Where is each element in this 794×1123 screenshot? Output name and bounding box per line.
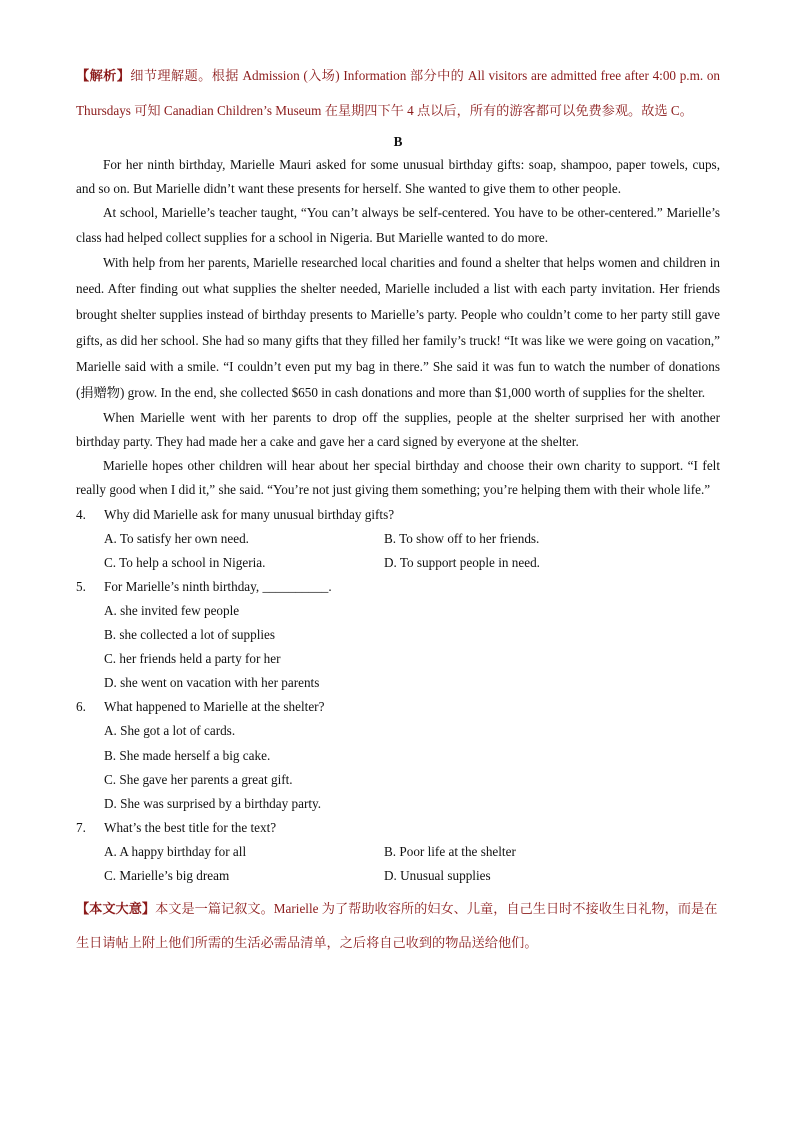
option-a: A. A happy birthday for all — [104, 843, 247, 859]
option-d: D. she went on vacation with her parents — [104, 675, 320, 691]
analysis-block — [76, 58, 720, 128]
question-4 — [76, 503, 720, 575]
question-number: 4. — [76, 506, 86, 522]
analysis-text: 细节理解题。根据 Admission (入场) Information 部分中的 All visitors are admitted free after 4:00 p.m. on Thursdays 可知 Canadian Children’s Museum 在星期四下午 4 点以后，所有的游客都可以免费参观。故选 C。 — [76, 68, 721, 118]
option-a: A. To satisfy her own need. — [104, 530, 249, 546]
question-6 — [76, 695, 720, 815]
option-c: C. Marielle’s big dream — [104, 868, 230, 884]
summary-tag: 【本文大意】 — [76, 901, 156, 917]
document-page — [76, 58, 720, 960]
passage-paragraph-2: At school, Marielle’s teacher taught, “You can’t always be self-centered. You have to be other-centered.” Marielle’s class had helped collect supplies for a school in Nigeria. But Marielle wanted to do more. — [76, 205, 720, 245]
passage-paragraph-5: Marielle hopes other children will hear about her special birthday and choose their own charity to support. “I felt really good when I did it,” she said. “You’re not just giving them something; you’re helping them with their whole life.” — [76, 458, 720, 498]
option-d: D. Unusual supplies — [384, 868, 491, 884]
summary-text: 本文是一篇记叙文。Marielle 为了帮助收容所的妇女、儿童，自己生日时不接收生日礼物，而是在生日请帖上附上他们所需的生活必需品清单，之后将自己收到的物品送给他们。 — [76, 901, 718, 951]
question-5 — [76, 575, 720, 695]
option-c: C. her friends held a party for her — [104, 651, 281, 667]
option-d: D. To support people in need. — [384, 554, 540, 570]
question-stem: What’s the best title for the text? — [104, 819, 277, 835]
option-a: A. She got a lot of cards. — [104, 723, 236, 739]
question-number: 5. — [76, 578, 86, 594]
passage-paragraph-3: With help from her parents, Marielle researched local charities and found a shelter that helps women and children in need. After finding out what supplies the shelter needed, Marielle included a list with each party invitation. Her friends brought shelter supplies instead of birthday presents to Marielle’s party. People who couldn’t come to her party still gave gifts, as did her school. She had so many gifts that they filled her family’s truck! “It was like we were going on vacation,” Marielle said with a smile. “I couldn’t even put my bag in there.” She said it was fun to watch the number of donations (捐赠物) grow. In the end, she collected $650 in cash donations and more than $1,000 worth of supplies for the shelter. — [76, 254, 720, 400]
option-b: B. She made herself a big cake. — [104, 747, 271, 763]
option-b: B. To show off to her friends. — [384, 530, 540, 546]
option-b: B. she collected a lot of supplies — [104, 627, 276, 643]
passage-paragraph-4: When Marielle went with her parents to drop off the supplies, people at the shelter surprised her with another birthday party. They had made her a cake and gave her a card signed by everyone at the shelter. — [76, 409, 720, 450]
option-c: C. She gave her parents a great gift. — [104, 771, 293, 787]
analysis-tag: 【解析】 — [76, 68, 131, 83]
option-c: C. To help a school in Nigeria. — [104, 554, 266, 570]
question-number: 7. — [76, 819, 86, 835]
section-title: B — [393, 134, 403, 149]
question-stem: Why did Marielle ask for many unusual birthday gifts? — [104, 506, 395, 522]
option-d: D. She was surprised by a birthday party. — [104, 795, 322, 811]
option-a: A. she invited few people — [104, 603, 240, 618]
summary-block — [76, 892, 720, 960]
question-number: 6. — [76, 699, 86, 715]
option-b: B. Poor life at the shelter — [384, 843, 516, 859]
passage-paragraph-1: For her ninth birthday, Marielle Mauri asked for some unusual birthday gifts: soap, shampoo, paper towels, cups, and so on. But Marielle didn’t want these presents for herself. She wanted to give them to other people. — [76, 157, 720, 197]
question-stem: What happened to Marielle at the shelter? — [104, 699, 325, 715]
question-stem: For Marielle’s ninth birthday, __________. — [104, 578, 332, 594]
question-7 — [76, 816, 720, 888]
